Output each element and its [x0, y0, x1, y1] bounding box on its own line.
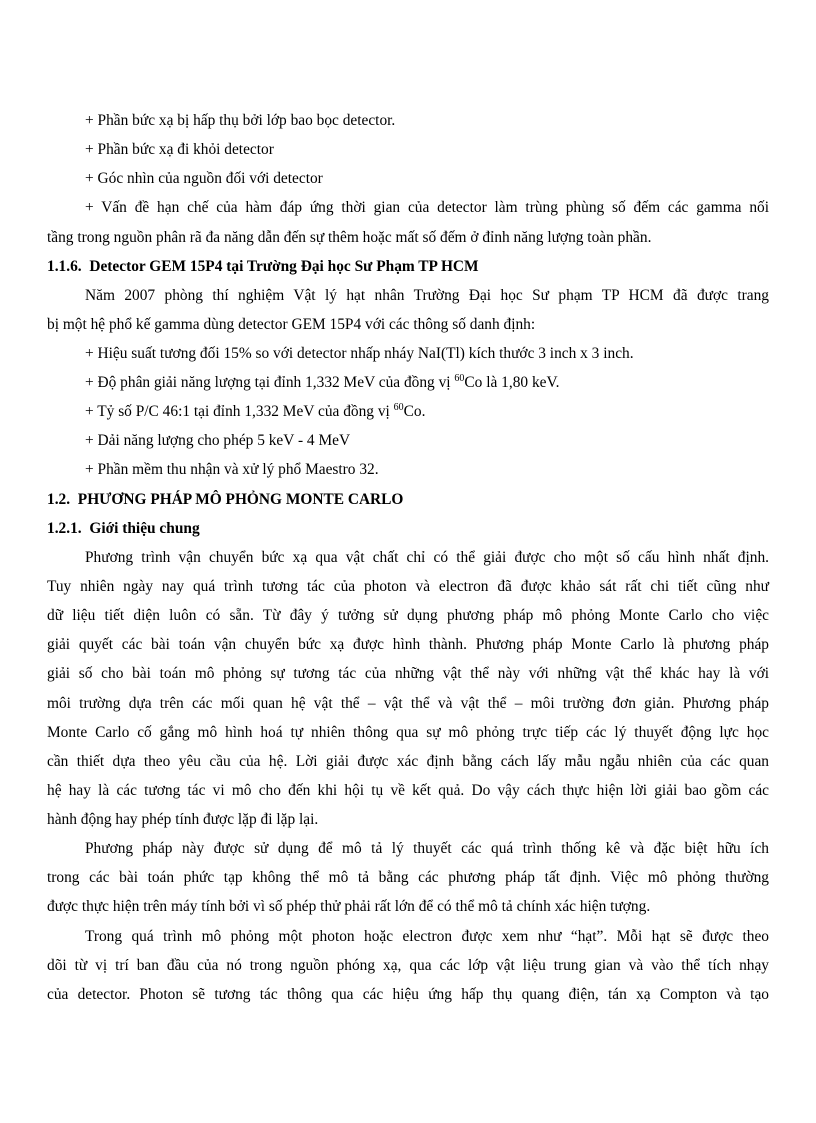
- paragraph-line: Monte Carlo cố gắng mô hình hoá tự nhiên thông qua sự mô phỏng trực tiếp các lý thuyết động lực học: [47, 724, 769, 741]
- list-item: + Hiệu suất tương đối 15% so với detector nhấp nháy NaI(Tl) kích thước 3 inch x 3 inch.: [85, 345, 634, 362]
- list-item: [85, 373, 769, 393]
- paragraph-line: hệ hay là các tương tác vi mô cho đến khi hội tụ về kết quả. Do vậy cách thực hiện lời giải bao gồm các: [47, 782, 769, 799]
- paragraph-line: Trong quá trình mô phỏng một photon hoặc electron được xem như “hạt”. Mỗi hạt sẽ được theo: [85, 928, 769, 945]
- heading-number: 1.2.: [47, 491, 71, 508]
- paragraph-line: Năm 2007 phòng thí nghiệm Vật lý hạt nhân Trường Đại học Sư phạm TP HCM đã được trang: [85, 287, 769, 304]
- section-heading-1-1-6: [47, 257, 769, 277]
- heading-text: Detector GEM 15P4 tại Trường Đại học Sư Phạm TP HCM: [89, 258, 479, 275]
- heading-number: 1.1.6.: [47, 258, 82, 275]
- paragraph-line: dõi từ vị trí ban đầu của nó trong nguồn phóng xạ, qua các lớp vật liệu trung gian và vào thể tích nhạy: [47, 957, 769, 974]
- list-item: + Phần bức xạ đi khỏi detector: [85, 141, 274, 158]
- isotope-mass-number: 60: [393, 402, 404, 413]
- list-item: + Phần bức xạ bị hấp thụ bởi lớp bao bọc detector.: [85, 112, 396, 129]
- paragraph-line: trong các bài toán phức tạp không thể mô tả bằng các phương pháp tất định. Việc mô phỏng thường: [47, 869, 769, 886]
- paragraph-line: Phương trình vận chuyển bức xạ qua vật chất chỉ có thể giải được cho một số cấu hình nhất định.: [85, 549, 769, 566]
- list-item: + Vấn đề hạn chế của hàm đáp ứng thời gian của detector làm trùng phùng số đếm các gamma nối: [85, 199, 769, 216]
- paragraph-line: tầng trong nguồn phân rã đa năng dẫn đến sự thêm hoặc mất số đếm ở đỉnh năng lượng toàn phần.: [47, 229, 652, 246]
- list-item: + Phần mềm thu nhận và xử lý phổ Maestro 32.: [85, 461, 379, 478]
- isotope-mass-number: 60: [454, 373, 465, 384]
- section-heading-1-2: [47, 490, 769, 510]
- paragraph-line: dữ liệu tiết diện luôn có sẵn. Từ đây ý tưởng sử dụng phương pháp mô phỏng Monte Carlo cho việc: [47, 607, 769, 624]
- text: Co là 1,80 keV.: [464, 374, 560, 391]
- paragraph-line: hành động hay phép tính được lặp đi lặp lại.: [47, 811, 319, 828]
- list-item: [85, 402, 769, 422]
- paragraph-line: của detector. Photon sẽ tương tác thông qua các hiệu ứng hấp thụ quang điện, tán xạ Compton và tạo: [47, 986, 769, 1003]
- heading-number: 1.2.1.: [47, 520, 82, 537]
- paragraph-line: giải số cho bài toán mô phỏng sự tương tác của những vật thể này với những vật thể khác hay là với: [47, 665, 769, 682]
- heading-text: PHƯƠNG PHÁP MÔ PHỎNG MONTE CARLO: [77, 491, 404, 508]
- section-heading-1-2-1: [47, 519, 769, 539]
- heading-text: Giới thiệu chung: [89, 520, 200, 537]
- text: + Tỷ số P/C 46:1 tại đỉnh 1,332 MeV của đồng vị: [85, 403, 394, 420]
- paragraph-line: cần thiết dựa theo yêu cầu của hệ. Lời giải được xác định bằng cách lấy mẫu ngẫu nhiên của các quan: [47, 753, 769, 770]
- text: + Độ phân giải năng lượng tại đỉnh 1,332 MeV của đồng vị: [85, 374, 455, 391]
- list-item: + Góc nhìn của nguồn đối với detector: [85, 170, 323, 187]
- paragraph-line: bị một hệ phổ kế gamma dùng detector GEM 15P4 với các thông số danh định:: [47, 316, 536, 333]
- paragraph-line: Phương pháp này được sử dụng để mô tả lý thuyết các quá trình thống kê và đặc biệt hữu ích: [85, 840, 769, 857]
- paragraph-line: giải quyết các bài toán vận chuyển bức xạ được hình thành. Phương pháp Monte Carlo là phương pháp: [47, 636, 769, 653]
- paragraph-line: môi trường dựa trên các mối quan hệ vật thể – vật thể và vật thể – môi trường đơn giản. Phương pháp: [47, 695, 769, 712]
- paragraph-line: Tuy nhiên ngày nay quá trình tương tác của photon và electron đã được khảo sát rất chi tiết cũng như: [47, 578, 769, 595]
- paragraph-line: được thực hiện trên máy tính bởi vì số phép thử phải rất lớn để có thể mô tả chính xác hiện tượng.: [47, 898, 651, 915]
- text: Co.: [403, 403, 426, 420]
- list-item: + Dải năng lượng cho phép 5 keV - 4 MeV: [85, 432, 351, 449]
